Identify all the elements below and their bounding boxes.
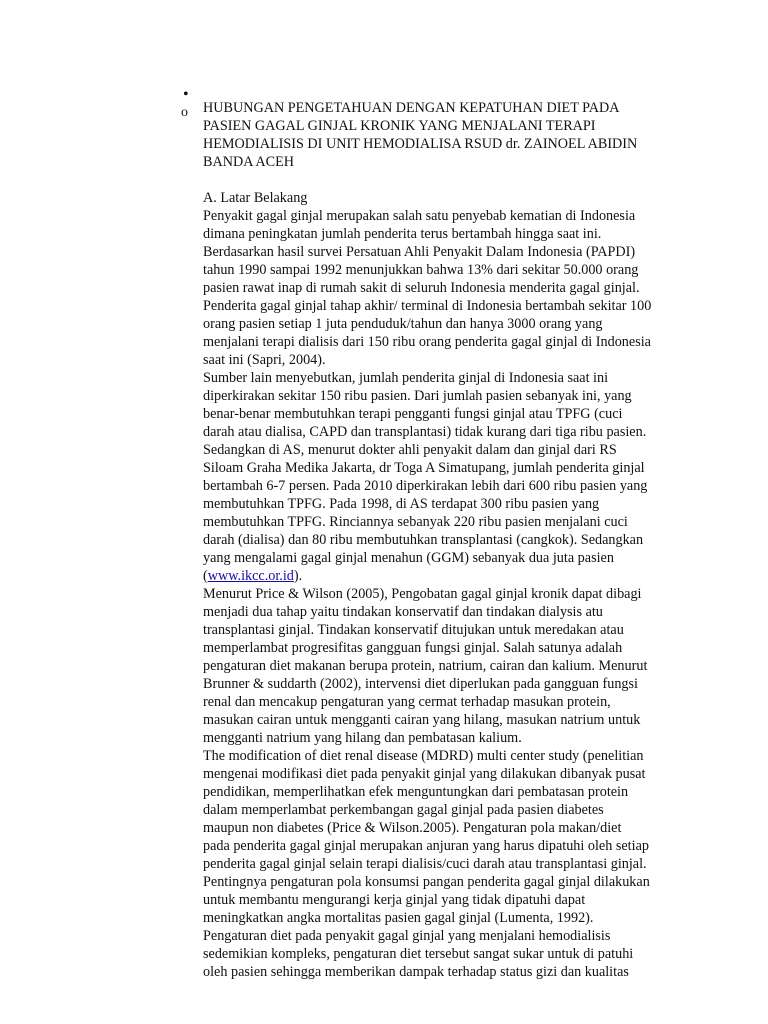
ikcc-link[interactable]: www.ikcc.or.id xyxy=(207,568,294,584)
bullet-circle: o xyxy=(181,105,188,120)
section-heading: A. Latar Belakang xyxy=(203,190,308,206)
body-line: memperlambat progresifitas gangguan fungsi ginjal. Salah satunya adalah xyxy=(203,640,623,656)
body-line: renal dan mencakup pengaturan yang cermat terhadap masukan protein, xyxy=(203,694,611,710)
body-line: untuk membantu mengurangi kerja ginjal yang tidak dipatuhi dapat xyxy=(203,892,586,908)
link-line xyxy=(203,567,665,585)
body-line: bertambah 6-7 persen. Pada 2010 diperkirakan lebih dari 600 ribu pasien yang xyxy=(203,478,648,494)
body-line: pendidikan, memperlihatkan efek menguntungkan dari pembatasan protein xyxy=(203,784,629,800)
body-line: Sedangkan di AS, menurut dokter ahli penyakit dalam dan ginjal dari RS xyxy=(203,442,617,458)
bullet-disc: • xyxy=(183,86,189,103)
body-line: darah (dialisa) dan 80 ribu membutuhkan transplantasi (cangkok). Sedangkan xyxy=(203,532,644,548)
body-line: The modification of diet renal disease (MDRD) multi center study (penelitian xyxy=(203,748,644,764)
body-paragraphs xyxy=(203,207,665,981)
body-line: benar-benar membutuhkan terapi pengganti fungsi ginjal atau TPFG (cuci xyxy=(203,406,623,422)
body-line: membutuhkan TPFG. Rinciannya sebanyak 220 ribu pasien menjalani cuci xyxy=(203,514,628,530)
body-line: diperkirakan sekitar 150 ribu pasien. Dari jumlah pasien sebanyak ini, yang xyxy=(203,388,632,404)
body-line: mengganti natrium yang hilang dan pembatasan kalium. xyxy=(203,730,522,746)
body-line: maupun non diabetes (Price & Wilson.2005). Pengaturan pola makan/diet xyxy=(203,820,622,836)
body-line: sedemikian kompleks, pengaturan diet tersebut sangat sukar untuk di patuhi xyxy=(203,946,634,962)
body-line: dalam memperlambat perkembangan gagal ginjal pada pasien diabetes xyxy=(203,802,604,818)
body-line: masukan cairan untuk mengganti cairan yang hilang, masukan natrium untuk xyxy=(203,712,641,728)
title-line: PASIEN GAGAL GINJAL KRONIK YANG MENJALANI TERAPI xyxy=(203,118,596,134)
body-line: pada penderita gagal ginjal merupakan anjuran yang harus dipatuhi oleh setiap xyxy=(203,838,649,854)
body-line: mengenai modifikasi diet pada penyakit ginjal yang dilakukan dibanyak pusat xyxy=(203,766,646,782)
body-line: Brunner & suddarth (2002), intervensi diet diperlukan pada gangguan fungsi xyxy=(203,676,638,692)
body-line: membutuhkan TPFG. Pada 1998, di AS terdapat 300 ribu pasien yang xyxy=(203,496,600,512)
body-line: dimana peningkatan jumlah penderita terus bertambah hingga saat ini. xyxy=(203,226,602,242)
body-line: penderita gagal ginjal selain terapi dialisis/cuci darah atau transplantasi ginjal. xyxy=(203,856,647,872)
body-line: Berdasarkan hasil survei Persatuan Ahli Penyakit Dalam Indonesia (PAPDI) xyxy=(203,244,636,260)
body-line: orang pasien setiap 1 juta penduduk/tahun dan hanya 3000 orang yang xyxy=(203,316,603,332)
body-line: tahun 1990 sampai 1992 menunjukkan bahwa 13% dari sekitar 50.000 orang xyxy=(203,262,639,278)
title-line: BANDA ACEH xyxy=(203,154,295,170)
body-line: pengaturan diet makanan berupa protein, natrium, cairan dan kalium. Menurut xyxy=(203,658,648,674)
body-line: saat ini (Sapri, 2004). xyxy=(203,352,326,368)
body-line: menjadi dua tahap yaitu tindakan konservatif dan tindakan dialysis atu xyxy=(203,604,603,620)
body-line: Penderita gagal ginjal tahap akhir/ terminal di Indonesia bertambah sekitar 100 xyxy=(203,298,652,314)
body-line: darah atau dialisa, CAPD dan transplantasi) tidak kurang dari tiga ribu pasien. xyxy=(203,424,647,440)
link-prefix: ( xyxy=(203,568,208,584)
body-line: meningkatkan angka mortalitas pasien gagal ginjal (Lumenta, 1992). xyxy=(203,910,594,926)
body-line: menjalani terapi dialisis dari 150 ribu orang penderita gagal ginjal di Indonesia xyxy=(203,334,651,350)
body-line: transplantasi ginjal. Tindakan konservatif ditujukan untuk meredakan atau xyxy=(203,622,624,638)
body-line: Pengaturan diet pada penyakit gagal ginjal yang menjalani hemodialisis xyxy=(203,928,611,944)
body-line: Pentingnya pengaturan pola konsumsi pangan penderita gagal ginjal dilakukan xyxy=(203,874,650,890)
body-line: Siloam Graha Medika Jakarta, dr Toga A Simatupang, jumlah penderita ginjal xyxy=(203,460,645,476)
body-line: Sumber lain menyebutkan, jumlah penderita ginjal di Indonesia saat ini xyxy=(203,370,609,386)
body-line: pasien rawat inap di rumah sakit di seluruh Indonesia menderita gagal ginjal. xyxy=(203,280,640,296)
body-line: Menurut Price & Wilson (2005), Pengobatan gagal ginjal kronik dapat dibagi xyxy=(203,586,642,602)
title-line: HUBUNGAN PENGETAHUAN DENGAN KEPATUHAN DIET PADA xyxy=(203,100,620,116)
body-line: oleh pasien sehingga memberikan dampak terhadap status gizi dan kualitas xyxy=(203,964,629,980)
document-content xyxy=(203,99,665,981)
body-line: Penyakit gagal ginjal merupakan salah satu penyebab kematian di Indonesia xyxy=(203,208,636,224)
spacer xyxy=(203,171,665,189)
body-line: yang mengalami gagal ginjal menahun (GGM) sebanyak dua juta pasien xyxy=(203,550,614,566)
title-line: HEMODIALISIS DI UNIT HEMODIALISA RSUD dr. ZAINOEL ABIDIN xyxy=(203,136,638,152)
document-title xyxy=(203,99,665,171)
link-suffix: ). xyxy=(293,568,303,584)
